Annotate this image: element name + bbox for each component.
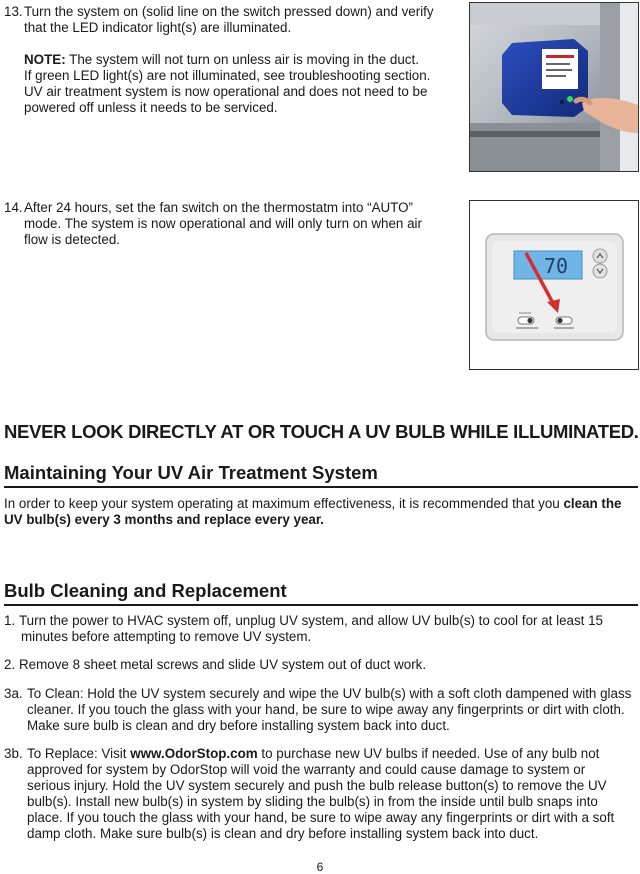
step-text: bulb(s). Install new bulb(s) in system by sliding the bulb(s) in from the inside until bulb snaps into — [27, 794, 598, 809]
step-text: minutes before attempting to remove UV system. — [21, 629, 312, 644]
step-text: Turn the system on (solid line on the switch pressed down) and verify — [24, 4, 434, 19]
maintaining-heading: Maintaining Your UV Air Treatment System — [4, 462, 638, 488]
step-text: After 24 hours, set the fan switch on the thermostatm into “AUTO” — [24, 200, 413, 215]
step-text: Make sure bulb is clean and dry before installing system back into duct. — [27, 718, 450, 733]
step-text: cleaner. If you touch the glass with your hand, be sure to wipe away any fingerprints or dirt with cloth. — [27, 702, 625, 717]
thermostat-display: 70 — [544, 254, 569, 278]
step-text: mode. The system is now operational and will only turn on when air — [24, 216, 422, 231]
page-number: 6 — [316, 860, 324, 874]
step-13 — [4, 4, 464, 116]
note-text: The system will not turn on unless air is moving in the duct. — [65, 52, 419, 67]
step-text: Remove 8 sheet metal screws and slide UV system out of duct work. — [19, 657, 427, 672]
cleaning-step-3b — [4, 746, 640, 842]
step-text: Turn the power to HVAC system off, unplug UV system, and allow UV bulb(s) to cool for at least 15 — [19, 613, 603, 628]
step-text-plain: to purchase new UV bulbs if needed. Use of any bulb not — [257, 746, 600, 761]
step-number: 3b. — [4, 746, 23, 761]
note-text: UV air treatment system is now operational and does not need to be — [24, 84, 428, 99]
step-number: 13. — [4, 4, 23, 19]
note-label: NOTE: — [24, 52, 66, 67]
cleaning-step-2 — [4, 657, 636, 673]
note — [24, 52, 464, 68]
note-text: powered off unless it needs to be serviced. — [24, 100, 278, 115]
step-text: flow is detected. — [24, 232, 121, 247]
uv-unit-photo — [469, 2, 639, 172]
step-number: 1. — [4, 613, 16, 628]
maintaining-text-bold: UV bulb(s) every 3 months and replace every year. — [4, 512, 325, 527]
step-text: serious injury. Hold the UV system securely and push the bulb release button(s) to remove the UV — [27, 778, 607, 793]
step-number: 14. — [4, 200, 23, 215]
thermostat-photo — [469, 200, 639, 370]
step-text: that the LED indicator light(s) are illuminated. — [24, 20, 292, 35]
step-text: place. If you touch the glass with your hand, be sure to wipe away any fingerprints or dirt with a soft — [27, 810, 615, 825]
cleaning-step-3a — [4, 686, 640, 734]
step-text — [27, 746, 640, 762]
step-text: To Clean: Hold the UV system securely and wipe the UV bulb(s) with a soft cloth dampened with glass — [27, 686, 632, 701]
cleaning-step-1 — [4, 613, 636, 645]
warning-heading: NEVER LOOK DIRECTLY AT OR TOUCH A UV BULB WHILE ILLUMINATED. — [4, 421, 639, 442]
step-text: approved for system by OdorStop will void the warranty and could cause damage to system or — [27, 762, 586, 777]
maintaining-text-bold: clean the — [563, 496, 622, 511]
step-number: 2. — [4, 657, 16, 672]
step-14 — [4, 200, 464, 248]
cleaning-heading: Bulb Cleaning and Replacement — [4, 580, 638, 606]
step-number: 3a. — [4, 686, 23, 701]
step-text: damp cloth. Make sure bulb(s) is clean and dry before installing system back into duct. — [27, 826, 539, 841]
maintaining-text — [4, 496, 640, 528]
step-text-plain: To Replace: Visit — [27, 746, 131, 761]
note-text: If green LED light(s) are not illuminated, see troubleshooting section. — [24, 68, 431, 83]
odorstop-link[interactable]: www.OdorStop.com — [130, 746, 258, 761]
maintaining-text-plain: In order to keep your system operating at maximum effectiveness, it is recommended that you — [4, 496, 564, 511]
